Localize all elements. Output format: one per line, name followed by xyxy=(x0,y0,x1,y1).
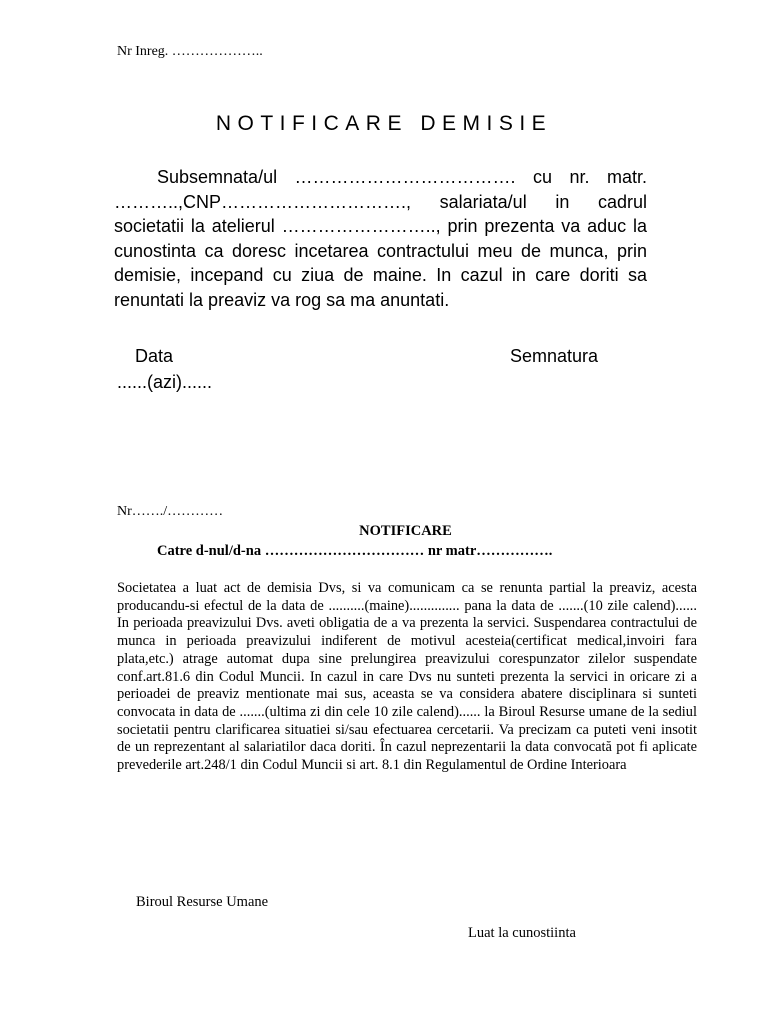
notification-recipient: Catre d-nul/d-na …………………………… nr matr……………. xyxy=(157,543,553,559)
acknowledgement-label: Luat la cunostiinta xyxy=(468,925,576,941)
notification-number: Nr……./………… xyxy=(117,504,224,519)
hr-department-label: Biroul Resurse Umane xyxy=(136,894,269,910)
notification-title: NOTIFICARE xyxy=(359,523,452,539)
date-label: Data xyxy=(135,346,174,366)
date-value: ......(azi)...... xyxy=(117,372,213,392)
registration-number: Nr Inreg. ……………….. xyxy=(117,44,263,59)
document-title: NOTIFICARE DEMISIE xyxy=(215,112,553,135)
signature-label: Semnatura xyxy=(510,346,599,366)
resignation-paragraph: Subsemnata/ul ………………………………. cu nr. matr. ………..,CNP…………………………., salariata/ul in cadrul societatii la atelierul …………………….., prin prezenta va aduc la cunostinta ca doresc incetarea contractului meu de munca, prin demisie, incepand cu ziua de maine. In cazul in care doriti sa renuntati la preaviz va rog sa ma anuntati. xyxy=(114,167,647,310)
notification-paragraph: Societatea a luat act de demisia Dvs, si va comunicam ca se renunta partial la preaviz, acesta producandu-si efectul de la data de ..........(maine).............. pana la data de .......(10 zile calend)...... In perioada preavizului Dvs. aveti obligatia de a va prezenta la servici. Suspendarea contractului de munca in perioada preavizului indiferent de motivul acesteia(certificat medical,invoiri fara plata,etc.) atrage automat dupa sine prelungirea preavizului corespunzator zilelor suspendate conf.art.81.6 din Codul Muncii. In cazul in care Dvs nu sunteti prezenta la servici in oricare zi a perioadei de preaviz mentionate mai sus, aceasta se va considera abatere disciplinara si sunteti convocata in data de .......(ultima zi din cele 10 zile calend)...... la Biroul Resurse umane de la sediul societatii pentru clarificarea situatiei si/sau efectuarea cercetarii. Va precizam ca puteti veni insotit de un reprezentant al salariatilor daca doriti. În cazul neprezentarii la data convocată pot fi aplicate prevederile art.248/1 din Codul Muncii si art. 8.1 din Regulamentul de Ordine Interioara xyxy=(117,580,697,774)
